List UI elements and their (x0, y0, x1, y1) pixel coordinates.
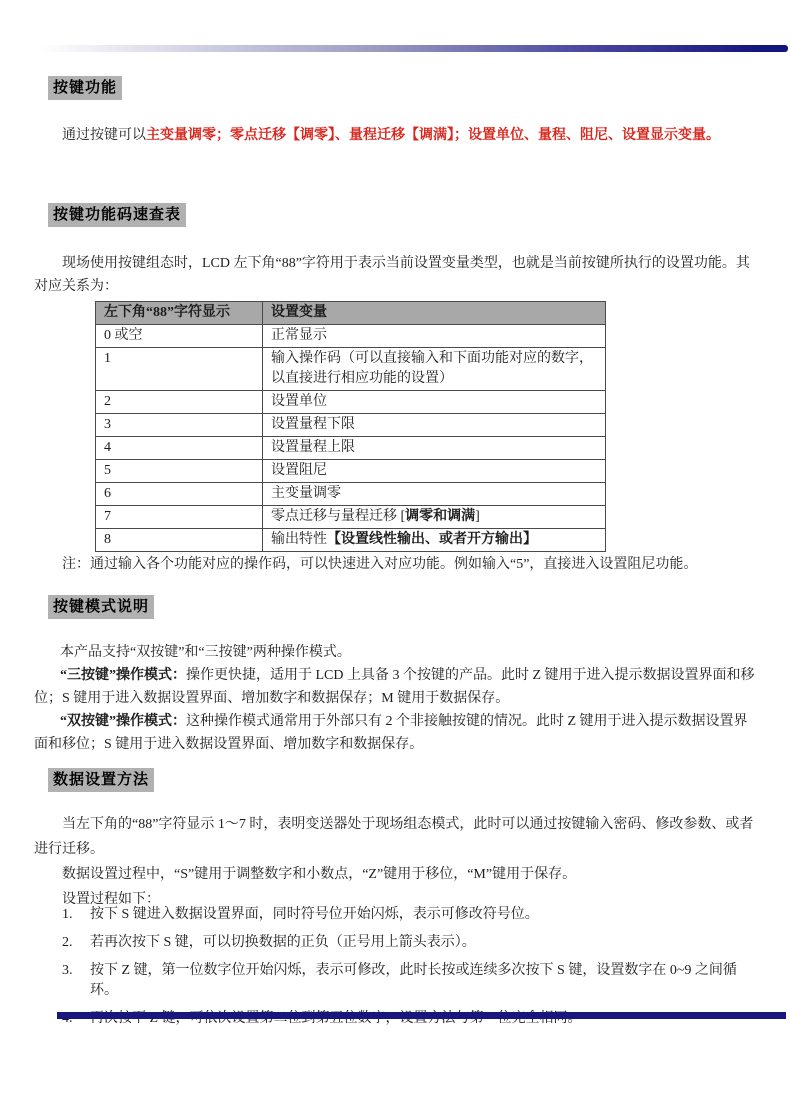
table-header-code: 左下角“88”字符显示 (96, 302, 263, 325)
table-header-row (96, 302, 606, 325)
row-desc-cell: 主变量调零 (263, 483, 606, 506)
list-item (62, 905, 762, 925)
row-desc-cell: 输出特性【设置线性输出、或者开方输出】 (263, 529, 606, 552)
table-row (96, 391, 606, 414)
step-text: 按下 S 键进入数据设置界面，同时符号位开始闪烁，表示可修改符号位。 (90, 907, 539, 922)
top-gradient-rule (40, 45, 788, 52)
step-number: 2. (62, 935, 73, 950)
data-setting-paragraph-3: 设置过程如下： (62, 892, 160, 907)
row-desc-cell: 输入操作码（可以直接输入和下面功能对应的数字，以直接进行相应功能的设置） (263, 348, 606, 391)
table-note: 注：通过输入各个功能对应的操作码，可以快速进入对应功能。例如输入“5”，直接进入设置阻尼功能。 (62, 557, 698, 572)
step-text: 按下 Z 键，第一位数字位开始闪烁，表示可修改，此时长按或连续多次按下 S 键，设置数字在 0~9 之间循环。 (90, 963, 737, 998)
key-modes-block (34, 641, 758, 756)
row-desc-cell: 零点迁移与量程迁移 [调零和调满] (263, 506, 606, 529)
intro-lead-text: 通过按键可以 (62, 128, 146, 143)
table-row (96, 460, 606, 483)
section-heading-key-modes: 按键模式说明 (48, 595, 154, 619)
table-row (96, 348, 606, 391)
row-code-cell: 6 (96, 483, 263, 506)
data-setting-paragraph-2: 数据设置过程中，“S”键用于调整数字和小数点，“Z”键用于移位，“M”键用于保存。 (62, 867, 577, 882)
step-number: 3. (62, 963, 73, 978)
lookup-intro-paragraph: 现场使用按键组态时，LCD 左下角“88”字符用于表示当前设置变量类型，也就是当前按键所执行的设置功能。其对应关系为： (34, 256, 750, 294)
table-row (96, 325, 606, 348)
list-item (62, 933, 762, 953)
intro-red-text: 主变量调零；零点迁移【调零】、量程迁移【调满】；设置单位、量程、阻尼、设置显示变量。 (146, 128, 720, 143)
table-row (96, 414, 606, 437)
section-heading-key-functions: 按键功能 (48, 76, 122, 100)
table-row (96, 483, 606, 506)
table-row (96, 437, 606, 460)
data-setting-paragraph-1: 当左下角的“88”字符显示 1～7 时，表明变送器处于现场组态模式，此时可以通过按键输入密码、修改参数、或者进行迁移。 (34, 817, 754, 857)
row-desc-cell: 正常显示 (263, 325, 606, 348)
table-header-variable: 设置变量 (263, 302, 606, 325)
row-desc-cell: 设置量程上限 (263, 437, 606, 460)
modes-paragraph-overview: 本产品支持“双按键”和“三按键”两种操作模式。 (60, 645, 351, 660)
row-code-cell: 3 (96, 414, 263, 437)
list-item (62, 961, 762, 1001)
key-functions-paragraph (34, 124, 756, 147)
row-code-cell: 0 或空 (96, 325, 263, 348)
modes-paragraph-two-key: “双按键”操作模式：这种操作模式通常用于外部只有 2 个非接触按键的情况。此时 Z 键用于进入提示数据设置界面和移位；S 键用于进入数据设置界面、增加数字和数据保存。 (34, 714, 748, 752)
row-desc-cell: 设置量程下限 (263, 414, 606, 437)
table-row (96, 506, 606, 529)
row-desc-cell: 设置阻尼 (263, 460, 606, 483)
row-code-cell: 4 (96, 437, 263, 460)
function-code-table (95, 301, 606, 552)
modes-paragraph-three-key: “三按键”操作模式：操作更快捷，适用于 LCD 上具备 3 个按键的产品。此时 Z 键用于进入提示数据设置界面和移位；S 键用于进入数据设置界面、增加数字和数据保存；M 键用于数据保存。 (34, 668, 755, 706)
step-text: 若再次按下 S 键，可以切换数据的正负（正号用上箭头表示）。 (90, 935, 476, 950)
row-code-cell: 8 (96, 529, 263, 552)
row-code-cell: 7 (96, 506, 263, 529)
row-code-cell: 1 (96, 348, 263, 391)
row-code-cell: 2 (96, 391, 263, 414)
row-code-cell: 5 (96, 460, 263, 483)
row-desc-cell: 设置单位 (263, 391, 606, 414)
table-row (96, 529, 606, 552)
data-setting-block (34, 812, 758, 912)
section-heading-data-setting: 数据设置方法 (48, 768, 154, 792)
section-heading-lookup-table: 按键功能码速查表 (48, 203, 186, 227)
step-number: 1. (62, 907, 73, 922)
bottom-rule (57, 1012, 786, 1019)
